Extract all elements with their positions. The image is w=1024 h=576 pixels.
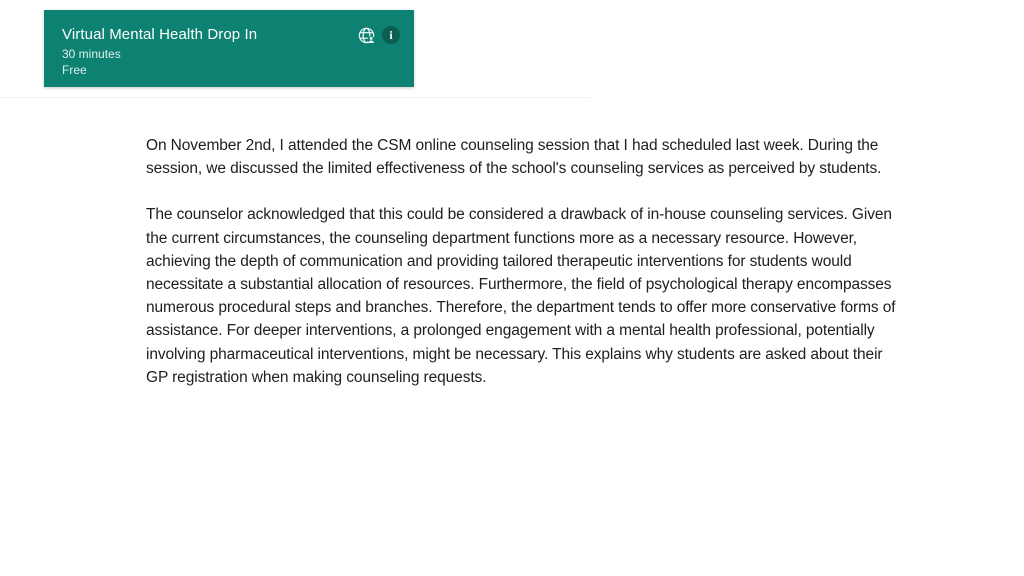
service-duration: 30 minutes <box>62 47 121 61</box>
service-card-virtual-mental-health[interactable] <box>44 10 414 87</box>
globe-user-icon <box>357 26 376 45</box>
service-card-icons <box>357 25 400 77</box>
journal-text <box>146 134 902 389</box>
section-divider <box>0 97 590 98</box>
journal-paragraph-2: The counselor acknowledged that this could be considered a drawback of in-house counseling services. Given the current circumstances, the counseling department functions more as a necessary resource. However, achieving the depth of communication and providing tailored therapeutic interventions for students would necessitate a substantial allocation of resources. Furthermore, the field of psychological therapy encompasses numerous procedural steps and branches. Therefore, the department tends to offer more conservative forms of assistance. For deeper interventions, a prolonged engagement with a mental health professional, potentially involving pharmaceutical interventions, might be necessary. This explains why students are asked about their GP registration when making counseling requests. <box>146 206 896 386</box>
service-card-text <box>62 25 257 77</box>
service-price: Free <box>62 63 87 77</box>
service-title: Virtual Mental Health Drop In <box>62 26 258 43</box>
info-icon[interactable]: i <box>382 26 400 44</box>
journal-paragraph-1: On November 2nd, I attended the CSM online counseling session that I had scheduled last week. During the session, we discussed the limited effectiveness of the school's counseling services as perceived by students. <box>146 137 882 178</box>
